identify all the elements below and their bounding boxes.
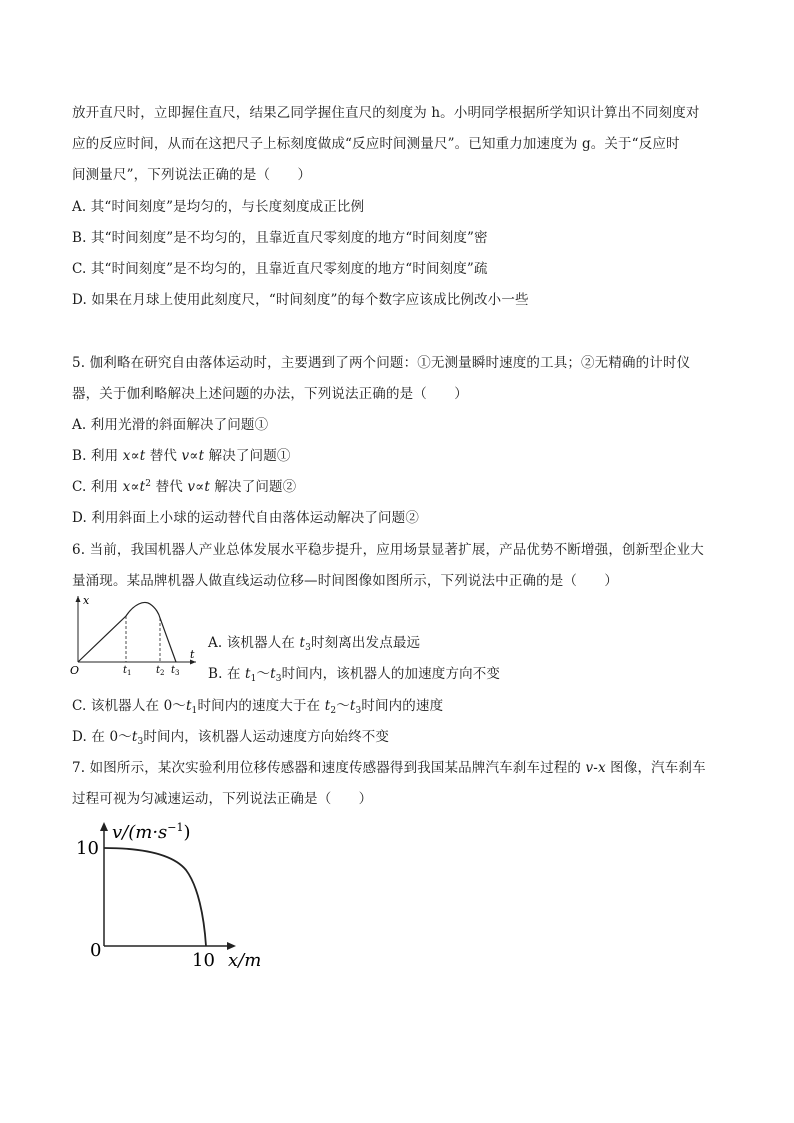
q5-option-c-middle: 替代 — [151, 479, 188, 495]
q5-option-b-prefix: B. 利用 — [72, 448, 123, 464]
q6-option-c-t-1: t — [185, 698, 192, 714]
q7-stem-line-2: 过程可视为匀减速运动，下列说法正确是（ ） — [72, 791, 373, 807]
q4-option-b[interactable]: B. 其“时间刻度”是不均匀的，且靠近直尺零刻度的地方“时间刻度”密 — [72, 230, 488, 246]
q7-stem-formula: v-x — [585, 760, 606, 776]
q7-graph-svg — [76, 812, 286, 977]
q6-option-c-middle: 时间内的速度大于在 — [197, 698, 325, 714]
q6-option-a-t: t — [299, 635, 306, 651]
q5-option-a[interactable]: A. 利用光滑的斜面解决了问题① — [72, 417, 269, 433]
q6-option-d-sub: 3 — [137, 737, 144, 747]
q6-option-c-suffix: 时间内的速度 — [361, 698, 444, 714]
q7-y-axis-label-close: ) — [183, 822, 191, 843]
q7-x-axis-label: x/m — [228, 950, 262, 971]
q4-stem-line-3: 间测量尺”，下列说法正确的是（ ） — [72, 167, 312, 183]
q5-option-b-formula-1: x∝t — [122, 448, 146, 464]
q4-stem-line-2: 应的反应时间，从而在这把尺子上标刻度做成“反应时间测量尺”。已知重力加速度为 g。关于“反应时 — [72, 136, 680, 152]
q6-option-c-t-3: t — [349, 698, 356, 714]
q7-curve — [104, 848, 206, 946]
q6-option-a[interactable] — [208, 634, 420, 652]
q5-stem-line-1: 5. 伽利略在研究自由落体运动时，主要遇到了两个问题：①无测量瞬时速度的工具；②无精确的计时仪 — [72, 355, 691, 371]
q6-tick-t1 — [123, 665, 132, 677]
q7-v-axis-arrow — [100, 822, 108, 831]
q6-stem-line-1: 6. 当前，我国机器人产业总体发展水平稳步提升，应用场景显著扩展，产品优势不断增强，创新型企业大 — [72, 542, 704, 558]
q4-stem-line-1: 放开直尺时，立即握住直尺，结果乙同学握住直尺的刻度为 h。小明同学根据所学知识计算出不同刻度对 — [72, 105, 700, 121]
q6-option-c-sub-3: 3 — [355, 706, 362, 716]
q5-option-b-middle: 替代 — [145, 448, 182, 464]
q6-graph-svg — [68, 592, 204, 678]
q5-option-d[interactable]: D. 利用斜面上小球的运动替代自由落体运动解决了问题② — [72, 510, 419, 526]
q5-option-c-suffix: 解决了问题② — [209, 479, 297, 495]
q6-option-b-suffix: 时间内，该机器人的加速度方向不变 — [281, 666, 501, 682]
q6-tick-t3 — [171, 665, 180, 677]
q6-option-c-prefix: C. 该机器人在 0～ — [72, 698, 186, 714]
q5-option-c-prefix: C. 利用 — [72, 479, 123, 495]
q7-y-axis-label-sup: −1 — [167, 821, 184, 834]
q6-tick-t2-letter: t — [156, 665, 161, 676]
q6-option-c-t-2: t — [324, 698, 331, 714]
q7-y-axis-label — [112, 821, 191, 843]
q6-option-b-t-end: t — [270, 666, 276, 682]
q6-tick-t2 — [156, 665, 165, 677]
q5-stem-line-2: 器，关于伽利略解决上述问题的办法，下列说法正确的是（ ） — [72, 386, 468, 402]
q7-y-axis-label-main: v/(m·s — [112, 822, 168, 843]
q6-option-b-prefix: B. 在 — [208, 666, 246, 682]
q6-tick-t2-sub: 2 — [160, 669, 165, 677]
q6-option-d-suffix: 时间内，该机器人运动速度方向始终不变 — [143, 729, 390, 745]
q5-option-c-formula-2: v∝t — [187, 479, 210, 495]
q6-option-d-t: t — [131, 729, 138, 745]
q7-x-tick-10: 10 — [192, 950, 215, 971]
q5-option-b-suffix: 解决了问题① — [204, 448, 291, 464]
q6-option-c-tilde: ～ — [336, 698, 350, 714]
q6-option-d-prefix: D. 在 0～ — [72, 729, 132, 745]
q6-y-axis-label: x — [83, 594, 90, 607]
q6-origin-label: O — [70, 664, 80, 677]
q4-option-d[interactable]: D. 如果在月球上使用此刻度尺，“时间刻度”的每个数字应该成比例改小一些 — [72, 292, 529, 308]
q7-x-axis-arrow — [227, 942, 236, 950]
q5-option-c-exponent: 2 — [145, 479, 152, 489]
q6-tick-t3-letter: t — [171, 665, 176, 676]
q6-stem-line-2: 量涌现。某品牌机器人做直线运动位移—时间图像如图所示，下列说法中正确的是（ ） — [72, 573, 618, 589]
q7-velocity-displacement-graph — [76, 812, 286, 977]
q6-option-b-sub-start: 1 — [250, 674, 257, 684]
q6-x-axis-arrow — [76, 596, 81, 602]
q7-stem-line-1 — [72, 759, 706, 777]
q7-y-tick-10: 10 — [76, 838, 99, 859]
q6-option-c[interactable] — [72, 697, 443, 715]
q5-option-b-formula-2: v∝t — [181, 448, 205, 464]
q6-option-b-t-start: t — [245, 666, 251, 682]
q5-option-c-formula-1: x∝t — [122, 479, 146, 495]
q6-tick-t1-letter: t — [123, 665, 128, 676]
q6-option-b-tilde: ～ — [256, 666, 271, 682]
q6-tick-t1-sub: 1 — [127, 669, 132, 677]
q5-option-b[interactable] — [72, 447, 291, 465]
q6-option-d[interactable] — [72, 728, 389, 746]
q7-stem-line-1-suffix: 图像，汽车刹车 — [605, 760, 706, 776]
q6-tick-t3-sub: 3 — [175, 669, 180, 677]
q6-displacement-time-graph — [68, 592, 204, 678]
q6-curve — [78, 603, 176, 663]
q6-option-a-suffix: 时刻离出发点最远 — [310, 635, 421, 651]
q6-option-b-sub-end: 3 — [275, 674, 282, 684]
q4-option-a[interactable]: A. 其“时间刻度”是均匀的，与长度刻度成正比例 — [72, 199, 365, 215]
q6-option-a-sub: 3 — [305, 643, 311, 653]
q6-option-b[interactable] — [208, 665, 500, 683]
q6-option-c-sub-1: 1 — [191, 706, 198, 716]
q6-option-c-sub-2: 2 — [330, 706, 337, 716]
q5-option-c[interactable] — [72, 478, 296, 496]
q6-option-a-prefix: A. 该机器人在 — [208, 635, 300, 651]
q6-t-axis-label: t — [190, 648, 195, 661]
q4-option-c[interactable]: C. 其“时间刻度”是不均匀的，且靠近直尺零刻度的地方“时间刻度”疏 — [72, 261, 488, 277]
q7-stem-line-1-prefix: 7. 如图所示，某次实验利用位移传感器和速度传感器得到我国某品牌汽车刹车过程的 — [72, 760, 586, 776]
q7-origin-label: 0 — [90, 940, 102, 961]
